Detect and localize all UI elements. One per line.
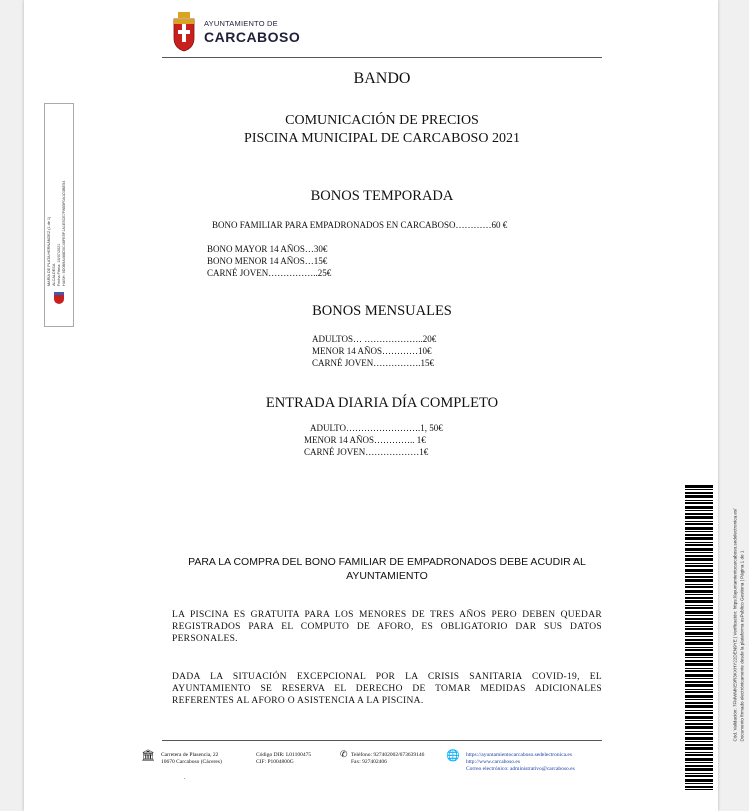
email-link[interactable]: Correo electrónico: administrativo@carcaboso.es — [466, 766, 575, 772]
stamp-text: MARÍA DE PLATA HERNÁNDEZ (1 de 1) ALCALDESA Fecha Firma: 16/07/2021 HASH: 9D0B9A468D0C46FE9F1A1E5CE7F8B5F0A1D3BE54 — [47, 180, 66, 286]
verification-text: Cód. Validación: 7FMWMKE9R3KXHY22DEN9YE | Verificación: https://ayuntamientocarcaboso.sedelectronica.es/ Documento firmado electrónicamente desde la plataforma esPublico Gestiona | Página 1 de 1 — [732, 508, 744, 742]
stamp-crest-icon — [53, 291, 65, 305]
heading-bonos-temporada: BONOS TEMPORADA — [310, 188, 454, 204]
website-link-main[interactable]: http://www.carcaboso.es — [466, 759, 521, 765]
notice-covid: DADA LA SITUACIÓN EXCEPCIONAL POR LA CRISIS SANITARIA COVID-19, EL AYUNTAMIENTO SE RESERVA EL DERECHO DE TOMAR MEDIDAS ADICIONALES REFERENTES AL AFORO O ASISTENCIA A LA PISCINA. — [172, 672, 602, 706]
phone-icon: ✆ — [340, 749, 348, 759]
header-divider — [162, 57, 602, 58]
signature-stamp — [44, 103, 74, 327]
price-line: BONO MENOR 14 AÑOS…15€ — [207, 256, 328, 266]
website-link-sede[interactable]: https://ayuntamientocarcaboso.sedelectronica.es — [466, 752, 572, 758]
footer-dot: . — [184, 775, 186, 781]
building-icon: 🏛 — [141, 750, 155, 762]
footer-divider — [162, 740, 602, 741]
footer-codes: Código DIR: L01100475 CIF: P1004800G — [256, 752, 312, 765]
footer-web — [466, 752, 575, 773]
price-line: CARNÉ JOVEN………………1€ — [304, 447, 429, 457]
logo-small-text: AYUNTAMIENTO DE — [204, 19, 278, 28]
notice-bono-familiar: PARA LA COMPRA DEL BONO FAMILIAR DE EMPADRONADOS DEBE ACUDIR AL AYUNTAMIENTO — [188, 556, 586, 582]
municipality-logo — [172, 12, 300, 52]
price-line: ADULTOS… ………………..20€ — [312, 334, 437, 344]
coat-of-arms-icon — [172, 12, 196, 52]
verification-barcode — [685, 485, 713, 790]
document-page — [24, 0, 744, 811]
globe-icon: 🌐 — [446, 750, 460, 762]
notice-gratuita: LA PISCINA ES GRATUITA PARA LOS MENORES DE TRES AÑOS PERO DEBEN QUEDAR REGISTRADOS PARA EL COMPUTO DE AFORO, ES OBLIGATORIO DAR SUS DATOS PERSONALES. — [172, 610, 602, 644]
document-title: BANDO — [353, 70, 411, 87]
price-line: CARNÉ JOVEN…………….15€ — [312, 358, 435, 368]
heading-entrada-diaria: ENTRADA DIARIA DÍA COMPLETO — [265, 395, 499, 411]
price-bono-familiar: BONO FAMILIAR PARA EMPADRONADOS EN CARCABOSO…………60 € — [212, 220, 508, 230]
price-line: MENOR 14 AÑOS………….. 1€ — [304, 435, 426, 445]
price-line: ADULTO…………………….1, 50€ — [310, 423, 443, 433]
heading-bonos-mensuales: BONOS MENSUALES — [312, 303, 452, 319]
footer-address: Carretera de Plasencia, 22 10670 Carcaboso (Cáceres) — [161, 752, 222, 765]
price-line: CARNÉ JOVEN……………..25€ — [207, 268, 332, 278]
price-line: MENOR 14 AÑOS…………10€ — [312, 346, 432, 356]
price-line: BONO MAYOR 14 AÑOS…30€ — [207, 244, 328, 254]
subtitle-line-1: COMUNICACIÓN DE PRECIOS — [285, 113, 479, 128]
footer-phone: Teléfono: 927402002/673639146 Fax: 927402406 — [351, 752, 425, 765]
logo-big-text: CARCABOSO — [204, 29, 301, 45]
subtitle-line-2: PISCINA MUNICIPAL DE CARCABOSO 2021 — [244, 131, 520, 146]
